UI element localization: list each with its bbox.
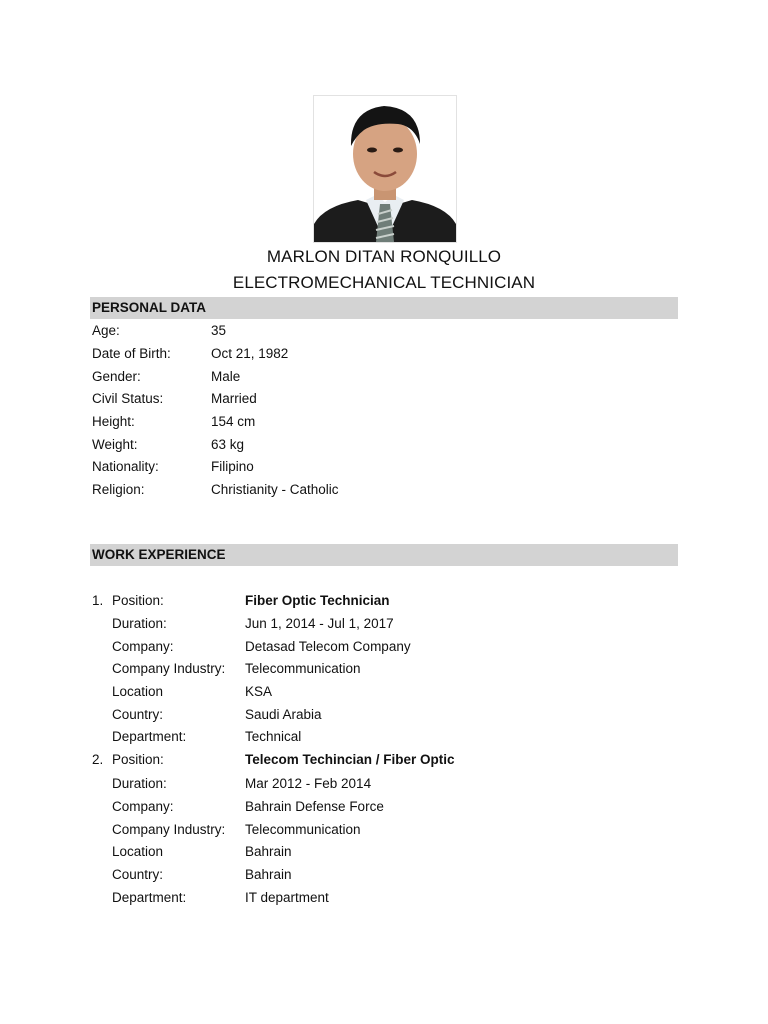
candidate-job-title: ELECTROMECHANICAL TECHNICIAN — [232, 273, 536, 292]
religion-value: Christianity - Catholic — [211, 482, 339, 497]
job-company-value: Detasad Telecom Company — [245, 639, 411, 654]
dob-label: Date of Birth: — [92, 346, 171, 361]
work-experience-heading: WORK EXPERIENCE — [90, 544, 678, 566]
height-value: 154 cm — [211, 414, 256, 429]
job-company-value: Bahrain Defense Force — [245, 799, 384, 814]
height-label: Height: — [92, 414, 135, 429]
dob-value: Oct 21, 1982 — [211, 346, 289, 361]
weight-label: Weight: — [92, 437, 138, 452]
job-duration-value: Mar 2012 - Feb 2014 — [245, 776, 372, 791]
civil-status-label: Civil Status: — [92, 391, 164, 406]
job-department-label: Department: — [112, 729, 187, 744]
job-location-value: Bahrain — [245, 844, 292, 859]
job-number: 1. — [92, 593, 104, 608]
age-value: 35 — [211, 323, 227, 338]
job-position-value: Telecom Techincian / Fiber Optic — [245, 752, 455, 767]
religion-label: Religion: — [92, 482, 145, 497]
job-country-label: Country: — [112, 707, 164, 722]
nationality-value: Filipino — [211, 459, 254, 474]
job-department-label: Department: — [112, 890, 187, 905]
nationality-label: Nationality: — [92, 459, 159, 474]
job-industry-label: Company Industry: — [112, 822, 226, 837]
job-country-label: Country: — [112, 867, 164, 882]
job-country-value: Bahrain — [245, 867, 292, 882]
job-department-value: IT department — [245, 890, 329, 905]
candidate-name: MARLON DITAN RONQUILLO — [266, 247, 502, 266]
job-position-label: Position: — [112, 593, 164, 608]
gender-label: Gender: — [92, 369, 141, 384]
job-duration-label: Duration: — [112, 776, 167, 791]
job-duration-value: Jun 1, 2014 - Jul 1, 2017 — [245, 616, 394, 631]
job-location-label: Location — [112, 684, 164, 699]
job-company-label: Company: — [112, 639, 174, 654]
job-department-value: Technical — [245, 729, 302, 744]
job-location-value: KSA — [245, 684, 273, 699]
job-industry-label: Company Industry: — [112, 661, 226, 676]
gender-value: Male — [211, 369, 241, 384]
job-country-value: Saudi Arabia — [245, 707, 322, 722]
profile-photo — [313, 95, 457, 243]
age-label: Age: — [92, 323, 120, 338]
job-position-label: Position: — [112, 752, 164, 767]
civil-status-value: Married — [211, 391, 257, 406]
job-location-label: Location — [112, 844, 164, 859]
job-company-label: Company: — [112, 799, 174, 814]
job-duration-label: Duration: — [112, 616, 167, 631]
job-number: 2. — [92, 752, 104, 767]
personal-data-heading: PERSONAL DATA — [90, 297, 678, 319]
job-industry-value: Telecommunication — [245, 661, 361, 676]
weight-value: 63 kg — [211, 437, 245, 452]
job-industry-value: Telecommunication — [245, 822, 361, 837]
job-position-value: Fiber Optic Technician — [245, 593, 390, 608]
